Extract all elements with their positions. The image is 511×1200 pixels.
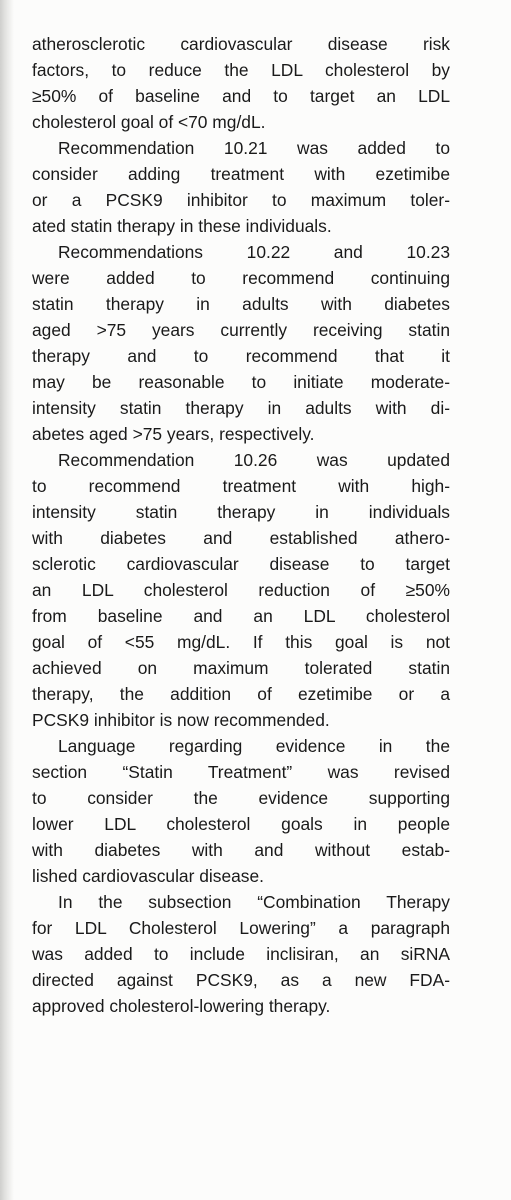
text-line: ≥50% of baseline and to target an LDL xyxy=(32,86,450,106)
text-line: were added to recommend continuing xyxy=(32,268,450,288)
text-line: factors, to reduce the LDL cholesterol by xyxy=(32,60,450,80)
text-line: to consider the evidence supporting xyxy=(32,788,450,808)
text-line: goal of <55 mg/dL. If this goal is not xyxy=(32,632,450,652)
text-line: In the subsection “Combination Therapy xyxy=(58,892,450,912)
text-line: or a PCSK9 inhibitor to maximum toler- xyxy=(32,190,450,210)
text-line: atherosclerotic cardiovascular disease risk xyxy=(32,34,450,54)
text-line: PCSK9 inhibitor is now recommended. xyxy=(32,710,330,730)
paragraph-p2 xyxy=(32,135,450,239)
paragraph-p3 xyxy=(32,239,450,447)
text-line: may be reasonable to initiate moderate- xyxy=(32,372,450,392)
text-line: with diabetes with and without estab- xyxy=(32,840,450,860)
text-line: lower LDL cholesterol goals in people xyxy=(32,814,450,834)
text-line: approved cholesterol-lowering therapy. xyxy=(32,996,331,1016)
text-line: intensity statin therapy in adults with di- xyxy=(32,398,450,418)
text-line: directed against PCSK9, as a new FDA- xyxy=(32,970,450,990)
paragraph-p1 xyxy=(32,31,450,135)
text-line: consider adding treatment with ezetimibe xyxy=(32,164,450,184)
text-line: lished cardiovascular disease. xyxy=(32,866,264,886)
text-line: intensity statin therapy in individuals xyxy=(32,502,450,522)
text-line: therapy, the addition of ezetimibe or a xyxy=(32,684,450,704)
text-line: abetes aged >75 years, respectively. xyxy=(32,424,315,444)
page-edge-shadow xyxy=(0,0,14,1200)
text-line: aged >75 years currently receiving statin xyxy=(32,320,450,340)
text-line: section “Statin Treatment” was revised xyxy=(32,762,450,782)
text-line: cholesterol goal of <70 mg/dL. xyxy=(32,112,266,132)
paragraph-p5 xyxy=(32,733,450,889)
text-line: sclerotic cardiovascular disease to target xyxy=(32,554,450,574)
text-line: with diabetes and established athero- xyxy=(32,528,450,548)
text-line: Recommendation 10.21 was added to xyxy=(58,138,450,158)
text-line: ated statin therapy in these individuals. xyxy=(32,216,332,236)
text-line: for LDL Cholesterol Lowering” a paragraph xyxy=(32,918,450,938)
text-line: therapy and to recommend that it xyxy=(32,346,450,366)
text-line: from baseline and an LDL cholesterol xyxy=(32,606,450,626)
text-line: achieved on maximum tolerated statin xyxy=(32,658,450,678)
text-line: an LDL cholesterol reduction of ≥50% xyxy=(32,580,450,600)
text-line: was added to include inclisiran, an siRNA xyxy=(32,944,450,964)
paragraph-p6 xyxy=(32,889,450,1019)
text-line: to recommend treatment with high- xyxy=(32,476,450,496)
text-line: statin therapy in adults with diabetes xyxy=(32,294,450,314)
paragraph-p4 xyxy=(32,447,450,733)
article-text-column xyxy=(32,31,450,1019)
text-line: Recommendations 10.22 and 10.23 xyxy=(58,242,450,262)
text-line: Language regarding evidence in the xyxy=(58,736,450,756)
text-line: Recommendation 10.26 was updated xyxy=(58,450,450,470)
